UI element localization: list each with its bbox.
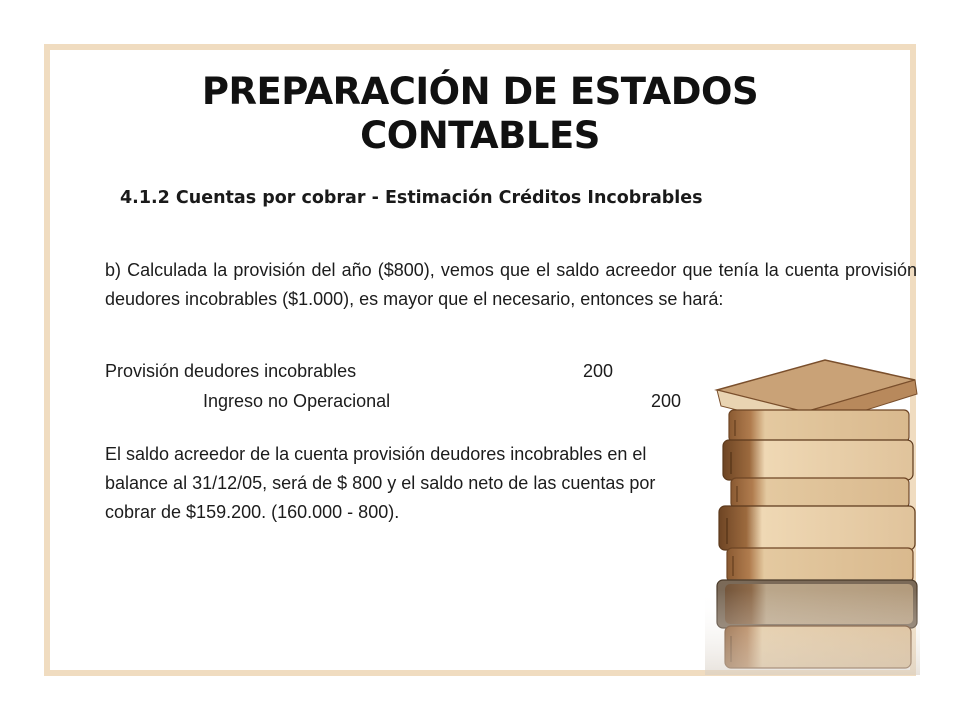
debit-amount: 200	[583, 361, 614, 381]
explanation-paragraph: b) Calculada la provisión del año ($800), vemos que el saldo acreedor que tenía la cuenta provisión deudores incobrables ($1.000), es mayor que el necesario, entonces se hará:	[105, 260, 917, 309]
debit-account: Provisión deudores incobrables	[105, 361, 357, 381]
slide-subtitle: 4.1.2 Cuentas por cobrar - Estimación Créditos Incobrables	[120, 188, 703, 208]
credit-account: Ingreso no Operacional	[203, 391, 391, 411]
stack-of-books-image	[705, 350, 920, 675]
balance-note: El saldo acreedor de la cuenta provisión deudores incobrables en el balance al 31/12/05, será de $ 800 y el saldo neto de las cuentas por cobrar de $159.200. (160.000 - 800).	[105, 444, 656, 522]
credit-amount: 200	[651, 391, 682, 411]
slide-title: PREPARACIÓN DE ESTADOS CONTABLES	[201, 70, 759, 157]
